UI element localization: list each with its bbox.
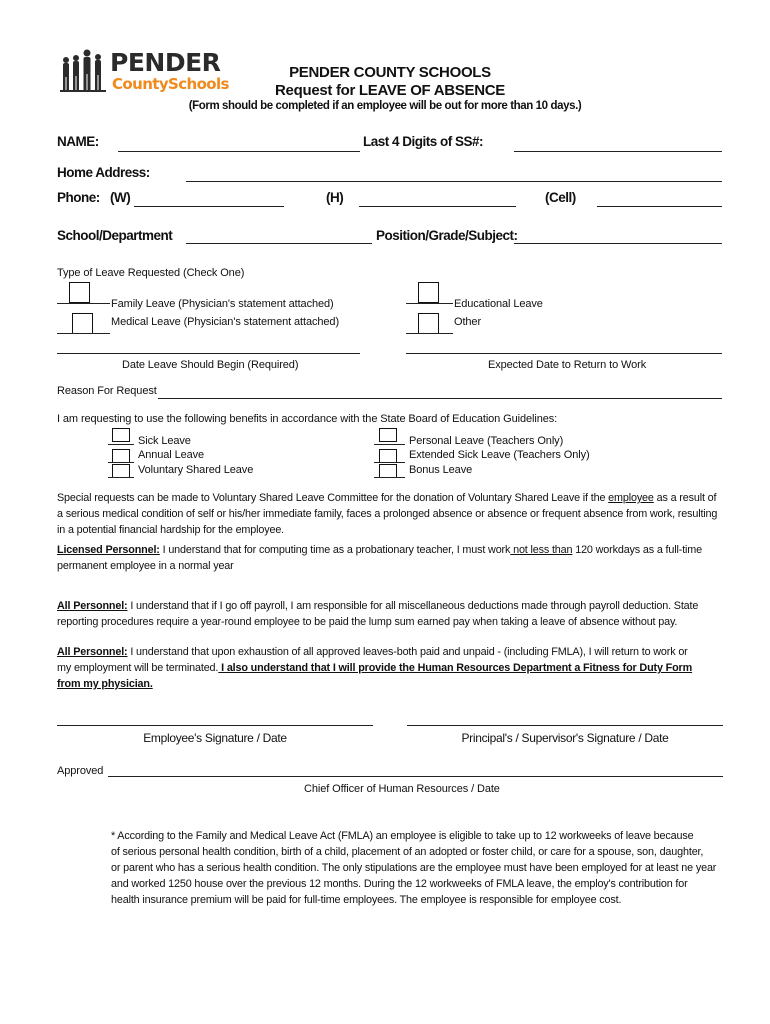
other-leave-line xyxy=(406,333,453,334)
phone-work-field[interactable] xyxy=(134,206,284,207)
phone-cell-field[interactable] xyxy=(597,206,722,207)
fmla-footnote: * According to the Family and Medical Leave Act (FMLA) an employee is eligible to take up to 12 workweeks of leave because of serious personal health condition, birth of a child, placement of an adopted or foster child, or care for a spouse, son, daughter, or parent who has a serious health condition. The only stipulations are the employee must have been employed for at least ne year and worked 1250 house over the previous 12 months. During the 12 workweeks of FMLA leave, the employ's contribution for health insurance premium will be paid for full-time employees. The employee is responsible for employee cost. xyxy=(111,830,717,906)
approved-label: Approved xyxy=(57,765,104,777)
family-leave-line xyxy=(57,303,110,304)
date-return-field[interactable] xyxy=(406,353,722,354)
phone-label: Phone: xyxy=(57,190,100,205)
address-field[interactable] xyxy=(186,181,722,182)
leave-type-heading: Type of Leave Requested (Check One) xyxy=(57,267,245,279)
annual-leave-checkbox[interactable] xyxy=(112,449,130,463)
name-label: NAME: xyxy=(57,134,99,149)
educational-leave-label: Educational Leave xyxy=(454,298,543,310)
approved-signature-field[interactable] xyxy=(108,776,723,777)
phone-home-label: (H) xyxy=(326,190,344,205)
employee-signature-label: Employee's Signature / Date xyxy=(143,731,287,745)
name-field[interactable] xyxy=(118,151,360,152)
personal-leave-checkbox[interactable] xyxy=(379,428,397,442)
all-personnel-fmla-text: All Personnel: I understand that upon exhaustion of all approved leaves-both paid and unpaid - (including FMLA), I will return to work or my employment will be terminated. I also understand that I will provide the Human Resources Department a Fitness for Duty Form from my physician. xyxy=(57,646,693,690)
employee-signature-field[interactable] xyxy=(57,725,373,726)
voluntary-leave-label: Voluntary Shared Leave xyxy=(138,464,254,476)
extended-leave-checkbox[interactable] xyxy=(379,449,397,463)
sick-leave-checkbox[interactable] xyxy=(112,428,130,442)
position-field[interactable] xyxy=(514,243,722,244)
logo-county-schools: CountySchools xyxy=(112,75,229,93)
form-title: Request for LEAVE OF ABSENCE xyxy=(275,82,505,99)
date-begin-label: Date Leave Should Begin (Required) xyxy=(122,359,299,371)
school-label: School/Department xyxy=(57,228,173,243)
medical-leave-line xyxy=(57,333,110,334)
educational-leave-line xyxy=(406,303,453,304)
school-field[interactable] xyxy=(186,243,372,244)
medical-leave-checkbox[interactable] xyxy=(72,313,93,334)
special-requests-text: Special requests can be made to Voluntary Shared Leave Committee for the donation of Voluntary Shared Leave if the employee as a result of a serious medical condition of self or his/her immediate family, faces a prolonged absence or absence or frequent absence from work, resulting in a potential financial hardship for the employee. xyxy=(57,492,718,536)
sick-leave-line xyxy=(108,444,134,445)
bonus-leave-line xyxy=(374,477,405,478)
ssn-field[interactable] xyxy=(514,151,722,152)
all-personnel-payroll-text: All Personnel: I understand that if I go off payroll, I am responsible for all miscellaneous deductions made through payroll deduction. State reporting procedures require a year-round employee to be paid the lump sum earned pay when taking a leave of absence without pay. xyxy=(57,600,699,628)
family-leave-label: Family Leave (Physician's statement attached) xyxy=(111,298,334,310)
date-return-label: Expected Date to Return to Work xyxy=(488,359,647,371)
personal-leave-line xyxy=(374,444,405,445)
annual-leave-label: Annual Leave xyxy=(138,449,205,461)
phone-cell-label: (Cell) xyxy=(545,190,576,205)
phone-work-label: (W) xyxy=(110,190,131,205)
school-logo xyxy=(60,48,245,96)
position-label: Position/Grade/Subject: xyxy=(376,228,518,243)
medical-leave-label: Medical Leave (Physician's statement attached) xyxy=(111,316,340,328)
address-label: Home Address: xyxy=(57,165,150,180)
licensed-personnel-text: Licensed Personnel: I understand that for computing time as a probationary teacher, I must work not less than 120 workdays as a full-time permanent employee in a normal year xyxy=(57,544,702,572)
sick-leave-label: Sick Leave xyxy=(138,435,191,447)
principal-signature-label: Principal's / Supervisor's Signature / Date xyxy=(461,731,669,745)
logo-pender: PENDER xyxy=(110,48,221,77)
principal-signature-field[interactable] xyxy=(407,725,723,726)
benefits-intro: I am requesting to use the following benefits in accordance with the State Board of Education Guidelines: xyxy=(57,413,558,425)
form-subtitle: (Form should be completed if an employee will be out for more than 10 days.) xyxy=(188,100,582,112)
personal-leave-label: Personal Leave (Teachers Only) xyxy=(409,435,564,447)
other-leave-checkbox[interactable] xyxy=(418,313,439,334)
phone-home-field[interactable] xyxy=(359,206,516,207)
annual-leave-line xyxy=(108,462,134,463)
bonus-leave-label: Bonus Leave xyxy=(409,464,473,476)
reason-field[interactable] xyxy=(158,398,722,399)
form-org-title: PENDER COUNTY SCHOOLS xyxy=(289,64,491,81)
bonus-leave-checkbox[interactable] xyxy=(379,464,397,478)
reason-label: Reason For Request xyxy=(57,385,157,397)
family-leave-checkbox[interactable] xyxy=(69,282,90,303)
extended-leave-label: Extended Sick Leave (Teachers Only) xyxy=(409,449,590,461)
children-silhouette-icon xyxy=(60,48,110,94)
extended-leave-line xyxy=(374,462,405,463)
voluntary-leave-line xyxy=(108,477,134,478)
date-begin-field[interactable] xyxy=(57,353,360,354)
educational-leave-checkbox[interactable] xyxy=(418,282,439,303)
chief-officer-label: Chief Officer of Human Resources / Date xyxy=(304,783,500,795)
other-leave-label: Other xyxy=(454,316,482,328)
voluntary-leave-checkbox[interactable] xyxy=(112,464,130,478)
ssn-label: Last 4 Digits of SS#: xyxy=(363,134,484,149)
